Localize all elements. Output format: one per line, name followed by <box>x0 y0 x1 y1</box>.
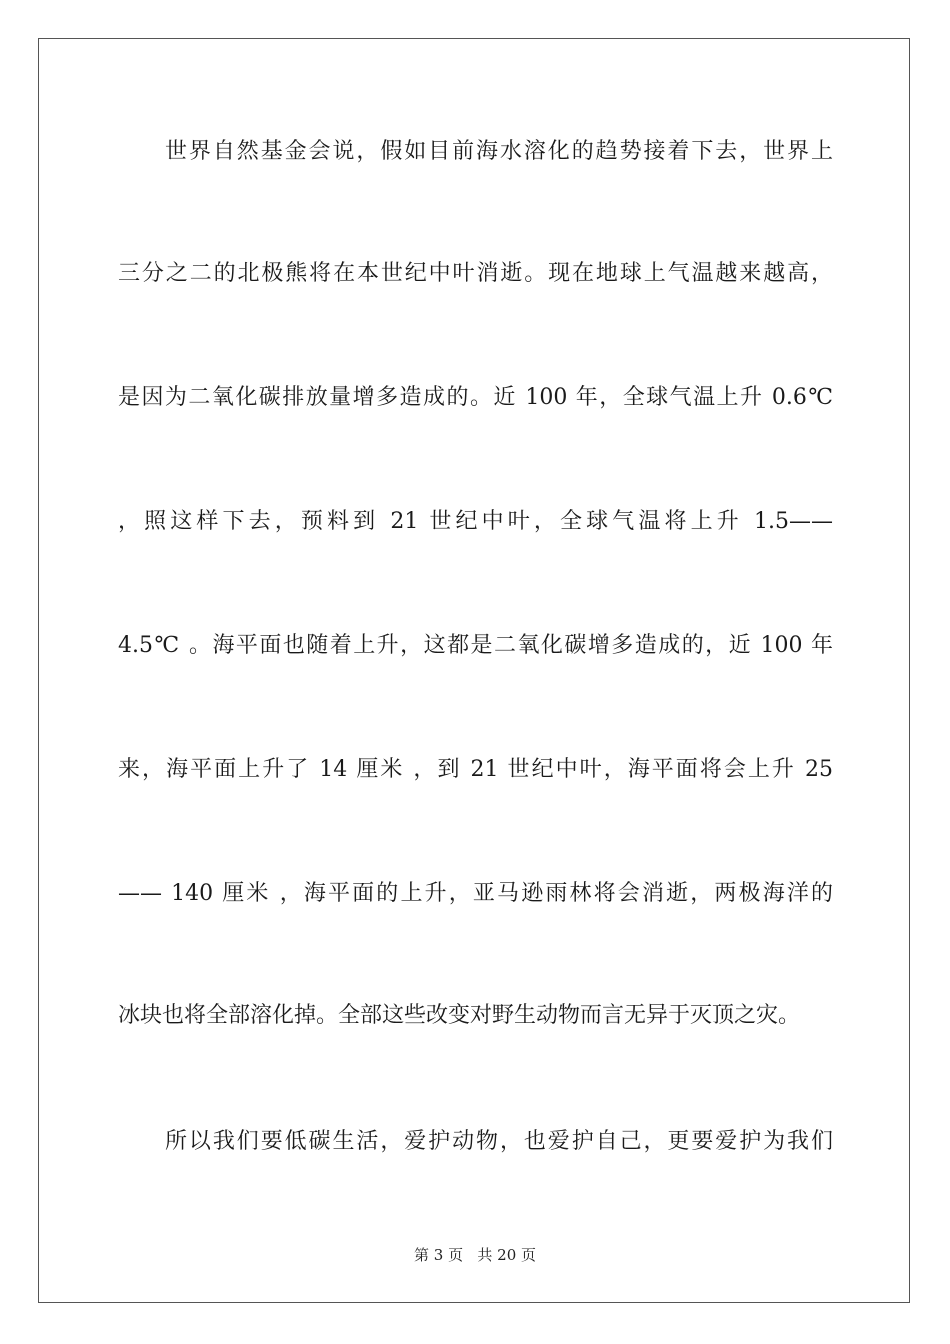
page-border <box>38 38 910 1303</box>
paragraph-line: 来，海平面上升了 14 厘米 ，到 21 世纪中叶，海平面将会上升 25 <box>118 757 833 782</box>
paragraph-line: 4.5℃ 。海平面也随着上升，这都是二氧化碳增多造成的，近 100 年 <box>118 633 833 658</box>
page-footer <box>0 1245 950 1265</box>
paragraph-line: 冰块也将全部溶化掉。全部这些改变对野生动物而言无异于灭顶之灾。 <box>118 1003 801 1028</box>
paragraph-line: 是因为二氧化碳排放量增多造成的。近 100 年，全球气温上升 0.6℃ <box>118 385 833 410</box>
total-pages: 共 20 页 <box>477 1246 537 1264</box>
page-number: 第 3 页 <box>413 1246 464 1264</box>
paragraph-line: 世界自然基金会说，假如目前海水溶化的趋势接着下去，世界上 <box>165 139 833 164</box>
paragraph-line: 所以我们要低碳生活，爱护动物，也爱护自己，更要爱护为我们 <box>165 1129 833 1154</box>
paragraph-line: ，照这样下去，预料到 21 世纪中叶，全球气温将上升 1.5—— <box>118 509 833 534</box>
paragraph-line: —— 140 厘米 ，海平面的上升，亚马逊雨林将会消逝，两极海洋的 <box>118 881 833 906</box>
paragraph-line: 三分之二的北极熊将在本世纪中叶消逝。现在地球上气温越来越高， <box>118 261 833 286</box>
